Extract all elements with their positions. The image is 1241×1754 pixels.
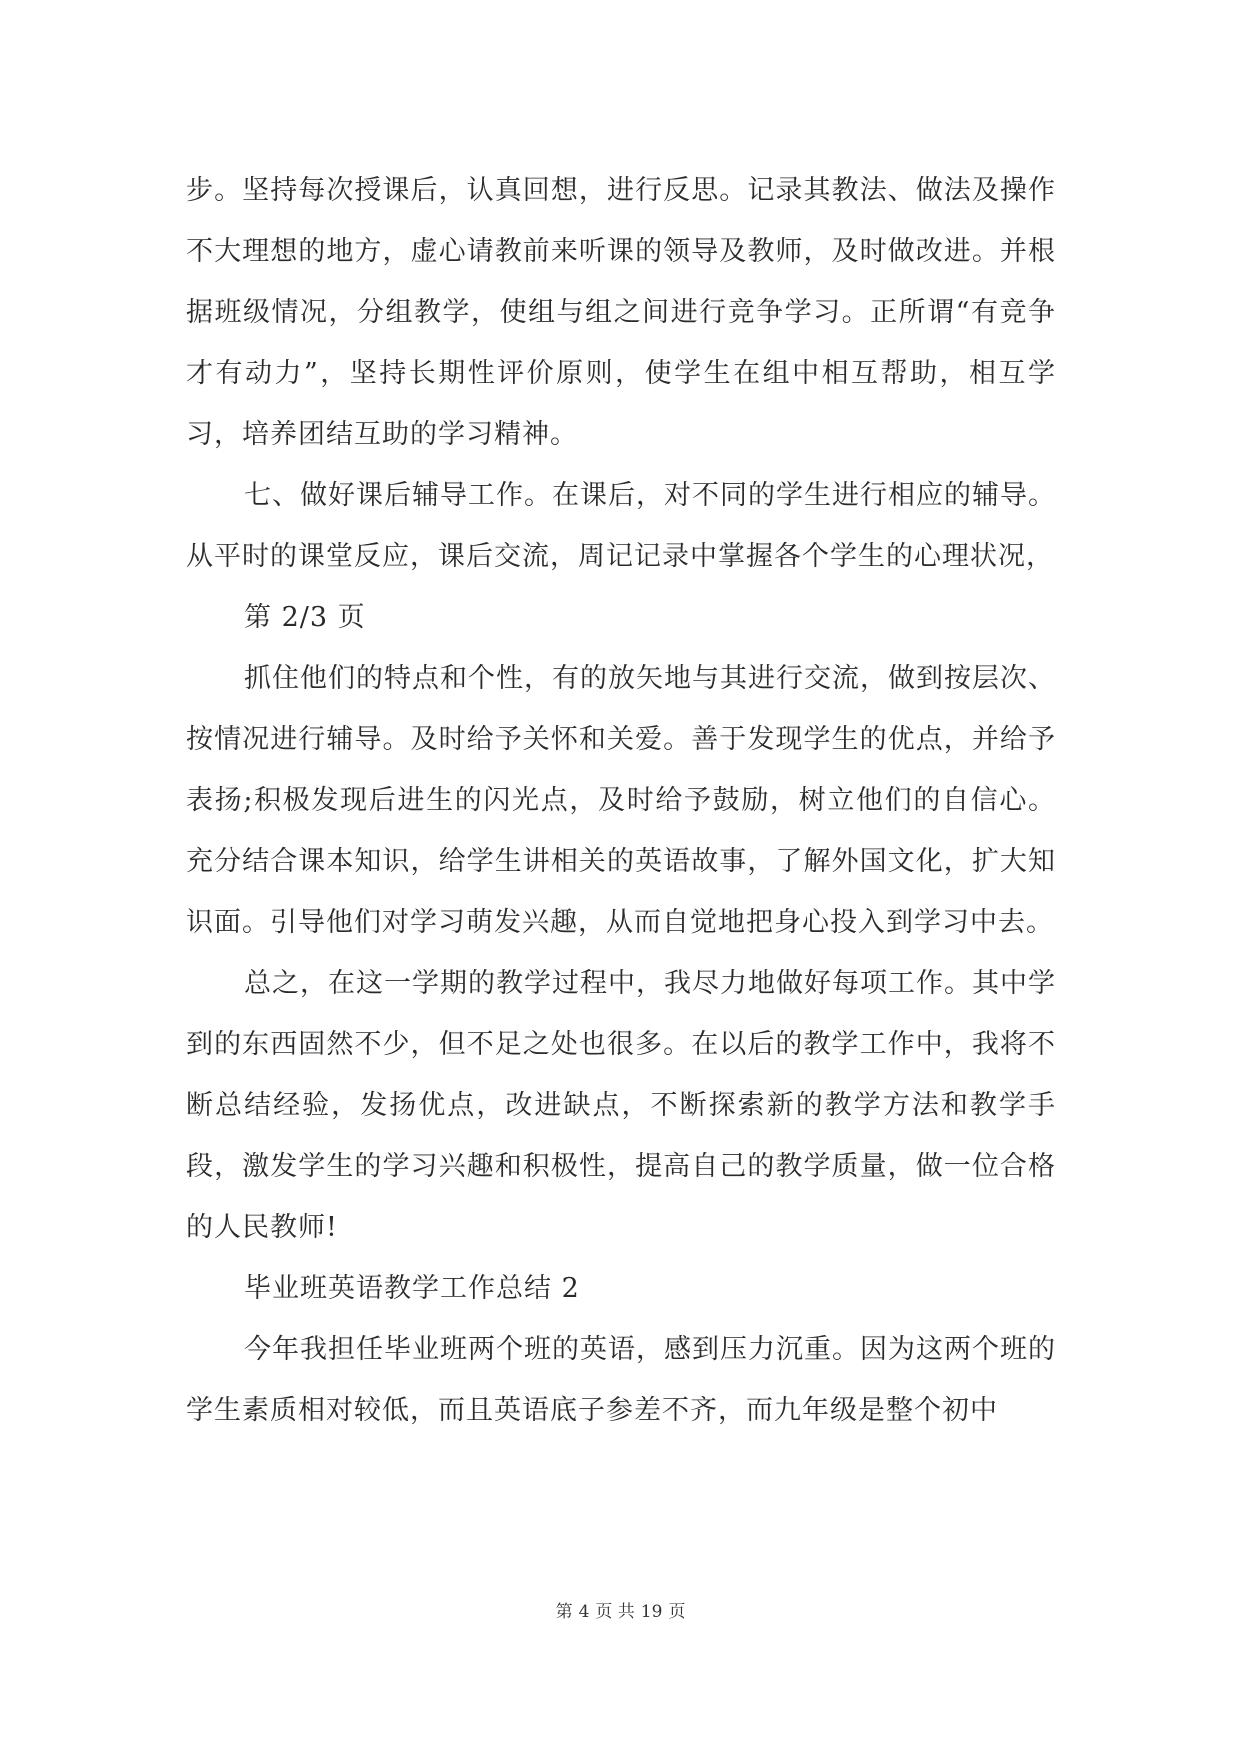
document-body	[186, 160, 1056, 1441]
footer-total-pages: 19	[640, 1602, 663, 1622]
footer-prefix: 第	[555, 1602, 573, 1622]
footer-suffix: 页	[668, 1602, 686, 1622]
page-footer	[0, 1597, 1241, 1622]
section-heading: 毕业班英语教学工作总结 2	[244, 1273, 580, 1304]
paragraph-3: 第 2/3 页	[244, 602, 366, 633]
paragraph-6: 今年我担任毕业班两个班的英语，感到压力沉重。因为这两个班的学生素质相对较低，而且英语底子参差不齐，而九年级是整个初中	[186, 1334, 1056, 1426]
paragraph-2: 七、做好课后辅导工作。在课后，对不同的学生进行相应的辅导。从平时的课堂反应，课后交流，周记记录中掌握各个学生的心理状况，	[186, 480, 1056, 572]
paragraph-4: 抓住他们的特点和个性，有的放矢地与其进行交流，做到按层次、按情况进行辅导。及时给予关怀和关爱。善于发现学生的优点，并给予表扬;积极发现后进生的闪光点，及时给予鼓励，树立他们的自信心。充分结合课本知识，给学生讲相关的英语故事，了解外国文化，扩大知识面。引导他们对学习萌发兴趣，从而自觉地把身心投入到学习中去。	[186, 663, 1056, 938]
footer-current-page: 4	[578, 1602, 590, 1622]
paragraph-1: 步。坚持每次授课后，认真回想，进行反思。记录其教法、做法及操作不大理想的地方，虚心请教前来听课的领导及教师，及时做改进。并根据班级情况，分组教学，使组与组之间进行竞争学习。正所谓“有竞争才有动力”，坚持长期性评价原则，使学生在组中相互帮助，相互学习，培养团结互助的学习精神。	[186, 175, 1056, 450]
paragraph-5: 总之，在这一学期的教学过程中，我尽力地做好每项工作。其中学到的东西固然不少，但不足之处也很多。在以后的教学工作中，我将不断总结经验，发扬优点，改进缺点，不断探索新的教学方法和教学手段，激发学生的学习兴趣和积极性，提高自己的教学质量，做一位合格的人民教师!	[186, 968, 1056, 1243]
footer-middle: 页 共	[595, 1602, 635, 1622]
